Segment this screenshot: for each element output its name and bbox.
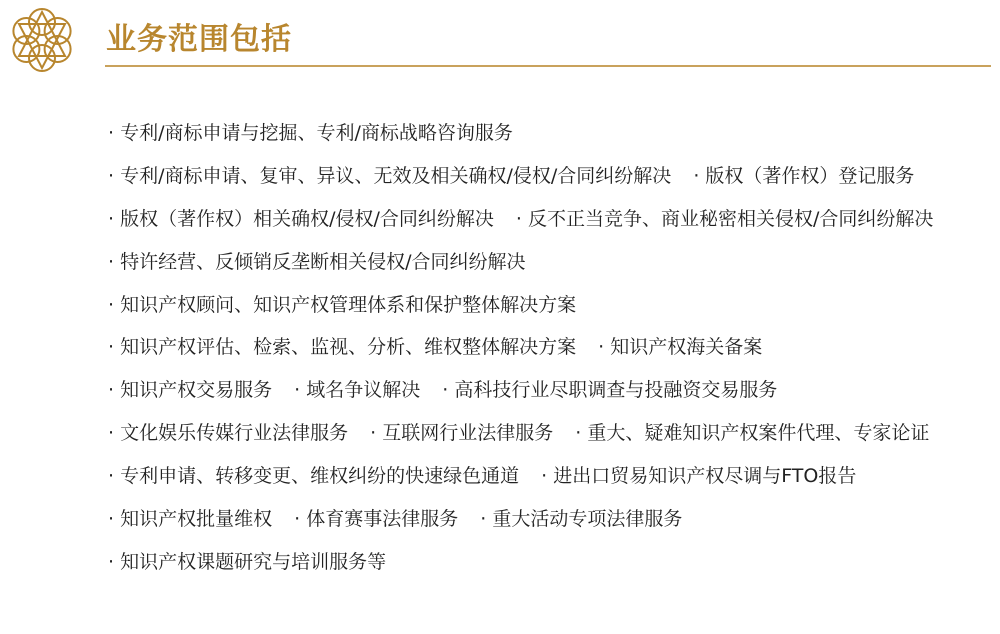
service-item: · 域名争议解决 [294,379,420,401]
service-item: · 文化娱乐传媒行业法律服务 [108,422,348,444]
service-item: · 重大、疑难知识产权案件代理、专家论证 [575,422,929,444]
service-item: · 反不正当竞争、商业秘密相关侵权/合同纠纷解决 [516,208,934,230]
service-line [108,418,955,461]
service-item: · 版权（著作权）相关确权/侵权/合同纠纷解决 [108,208,494,230]
service-line [108,547,955,590]
service-item: · 知识产权批量维权 [108,508,272,530]
service-item: · 专利申请、转移变更、维权纠纷的快速绿色通道 [108,465,519,487]
service-item: · 知识产权顾问、知识产权管理体系和保护整体解决方案 [108,294,576,316]
service-line [108,247,955,290]
service-line [108,118,955,161]
service-line [108,290,955,333]
service-item: · 版权（著作权）登记服务 [693,165,914,187]
service-item: · 知识产权评估、检索、监视、分析、维权整体解决方案 [108,336,576,358]
service-line [108,375,955,418]
service-item: · 知识产权海关备案 [598,336,762,358]
service-item: · 知识产权交易服务 [108,379,272,401]
service-line [108,332,955,375]
service-item: · 体育赛事法律服务 [294,508,458,530]
service-item: · 知识产权课题研究与培训服务等 [108,551,386,573]
service-item: · 互联网行业法律服务 [370,422,553,444]
page-title: 业务范围包括 [106,22,292,57]
logo-icon [6,4,78,76]
service-item: · 重大活动专项法律服务 [480,508,682,530]
service-line [108,161,955,204]
service-list [108,118,955,590]
service-item: · 进出口贸易知识产权尽调与FTO报告 [541,465,856,487]
service-item: · 专利/商标申请、复审、异议、无效及相关确权/侵权/合同纠纷解决 [108,165,671,187]
service-item: · 高科技行业尽职调查与投融资交易服务 [442,379,777,401]
service-item: · 专利/商标申请与挖掘、专利/商标战略咨询服务 [108,122,513,144]
service-line [108,461,955,504]
service-line [108,204,955,247]
title-divider [105,65,991,67]
service-line [108,504,955,547]
service-item: · 特许经营、反倾销反垄断相关侵权/合同纠纷解决 [108,251,526,273]
